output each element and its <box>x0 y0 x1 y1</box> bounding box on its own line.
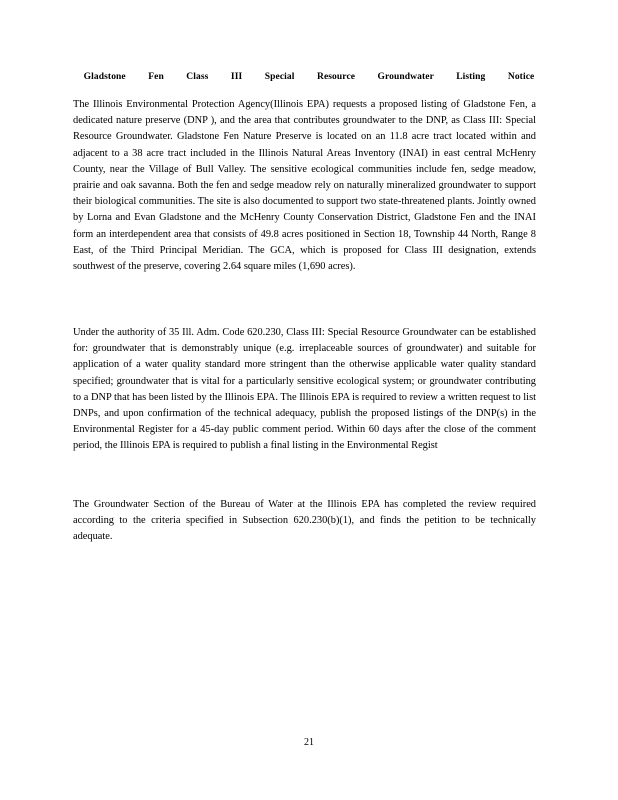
paragraph-authority: Under the authority of 35 Ill. Adm. Code 620.230, Class III: Special Resource Groundwater can be established for: groundwater that is demonstrably unique (e.g. irreplaceable sources of groundwater) and suitable for application of a water quality standard more stringent than the otherwise applicable water quality standard specified; groundwater that is vital for a particularly sensitive ecological system; or groundwater contributing to a DNP that has been listed by the Illinois EPA. The Illinois EPA is required to review a written request to list DNPs, and upon confirmation of the technical adequacy, publish the proposed listings of the DNP(s) in the Environmental Register for a 45-day public comment period. Within 60 days after the close of the comment period, the Illinois EPA is required to publish a final listing in the Environmental Regist <box>73 327 536 452</box>
page-number: 21 <box>304 737 314 748</box>
paragraph-proposed-listing: The Illinois Environmental Protection Agency(Illinois EPA) requests a proposed listing of Gladstone Fen, a dedicated nature preserve (DNP ), and the area that contributes groundwater to the DNP, as Class III: Special Resource Groundwater. Gladstone Fen Nature Preserve is located on an 11.8 acre tract located within and adjacent to a 38 acre tract included in the Illinois Natural Areas Inventory (INAI) in east central McHenry County, near the Village of Bull Valley. The sensitive ecological communities include fen, sedge meadow, prairie and oak savanna. Both the fen and sedge meadow rely on naturally mineralized groundwater to support their biological communities. The site is also documented to support two state-threatened plants. Jointly owned by Lorna and Evan Gladstone and the McHenry County Conservation District, Gladstone Fen and the INAI form an interdependent area that consists of 49.8 acres positioned in Section 18, Township 44 North, Range 8 East, of the Third Principal Meridian. The GCA, which is proposed for Class III designation, extends southwest of the preserve, covering 2.64 square miles (1,690 acres). <box>73 99 536 273</box>
paragraph-review-finding: The Groundwater Section of the Bureau of Water at the Illinois EPA has completed the review required according to the criteria specified in Subsection 620.230(b)(1), and finds the petition to be technically adequate. <box>73 499 536 543</box>
document-title: Gladstone Fen Class III Special Resource Groundwater Listing Notice <box>83 72 535 82</box>
